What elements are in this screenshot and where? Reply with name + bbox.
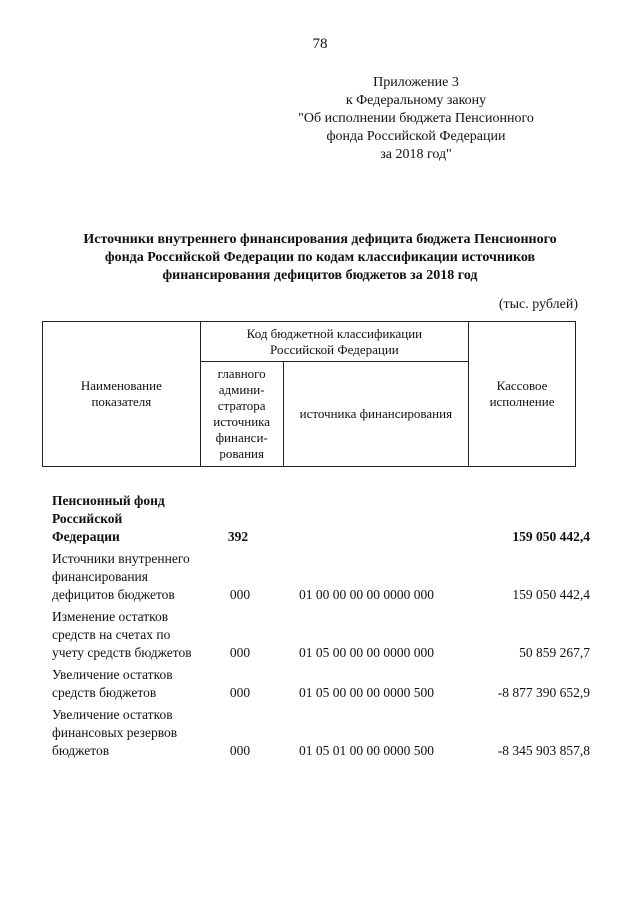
row-amount: 159 050 442,4 <box>512 587 590 602</box>
table-row <box>52 666 592 702</box>
row-name: Увеличение остатков средств бюджетов <box>52 667 173 700</box>
header-code-group-text: Код бюджетной классификации Российской Федерации <box>246 325 423 357</box>
table-row <box>52 608 592 662</box>
row-source-code: 01 05 00 00 00 0000 500 <box>299 685 434 700</box>
table-row <box>52 706 592 760</box>
table-header <box>42 321 576 467</box>
appendix-line: Приложение 3 <box>373 75 459 90</box>
appendix-caption <box>296 74 536 164</box>
document-title <box>50 231 590 285</box>
row-admin-code: 392 <box>227 529 249 544</box>
row-admin-code: 000 <box>229 645 251 660</box>
row-amount: 50 859 267,7 <box>519 645 590 660</box>
table-row <box>52 492 592 546</box>
header-admin-text: главного админи-стратора источника финанси-рования <box>213 366 271 461</box>
row-source-code: 01 05 00 00 00 0000 000 <box>299 645 434 660</box>
appendix-line: к Федеральному закону <box>345 93 487 108</box>
header-amount-text: Кассовое исполнение <box>489 378 555 409</box>
row-name: Изменение остатков средств на счетах по учету средств бюджетов <box>52 609 192 660</box>
row-amount: 159 050 442,4 <box>512 529 590 544</box>
title-line: финансирования дефицитов бюджетов за 2018 год <box>162 268 478 283</box>
table-body <box>52 492 592 760</box>
units-label: (тыс. рублей) <box>498 297 578 312</box>
title-line: Источники внутреннего финансирования дефицита бюджета Пенсионного <box>83 232 557 247</box>
row-admin-code: 000 <box>229 685 251 700</box>
appendix-line: фонда Российской Федерации <box>326 129 506 144</box>
appendix-line: за 2018 год" <box>380 147 452 162</box>
row-amount: -8 345 903 857,8 <box>497 743 590 758</box>
page-number: 78 <box>312 36 328 52</box>
header-source-text: источника финансирования <box>299 406 453 421</box>
row-amount: -8 877 390 652,9 <box>497 685 590 700</box>
table-row <box>52 550 592 604</box>
header-admin-column <box>200 362 283 467</box>
row-name: Пенсионный фонд Российской Федерации <box>52 493 165 544</box>
title-line: фонда Российской Федерации по кодам классификации источников <box>104 250 536 265</box>
row-name: Увеличение остатков финансовых резервов бюджетов <box>52 707 178 758</box>
header-amount-column <box>469 322 576 467</box>
header-name-text: Наименование показателя <box>80 378 162 409</box>
row-name: Источники внутреннего финансирования дефицитов бюджетов <box>52 551 190 602</box>
row-source-code: 01 00 00 00 00 0000 000 <box>299 587 434 602</box>
header-name-column <box>43 322 201 467</box>
row-admin-code: 000 <box>229 587 251 602</box>
row-source-code: 01 05 01 00 00 0000 500 <box>299 743 434 758</box>
header-code-group <box>200 322 468 362</box>
header-source-column <box>283 362 468 467</box>
row-admin-code: 000 <box>229 743 251 758</box>
appendix-line: "Об исполнении бюджета Пенсионного <box>298 111 534 126</box>
